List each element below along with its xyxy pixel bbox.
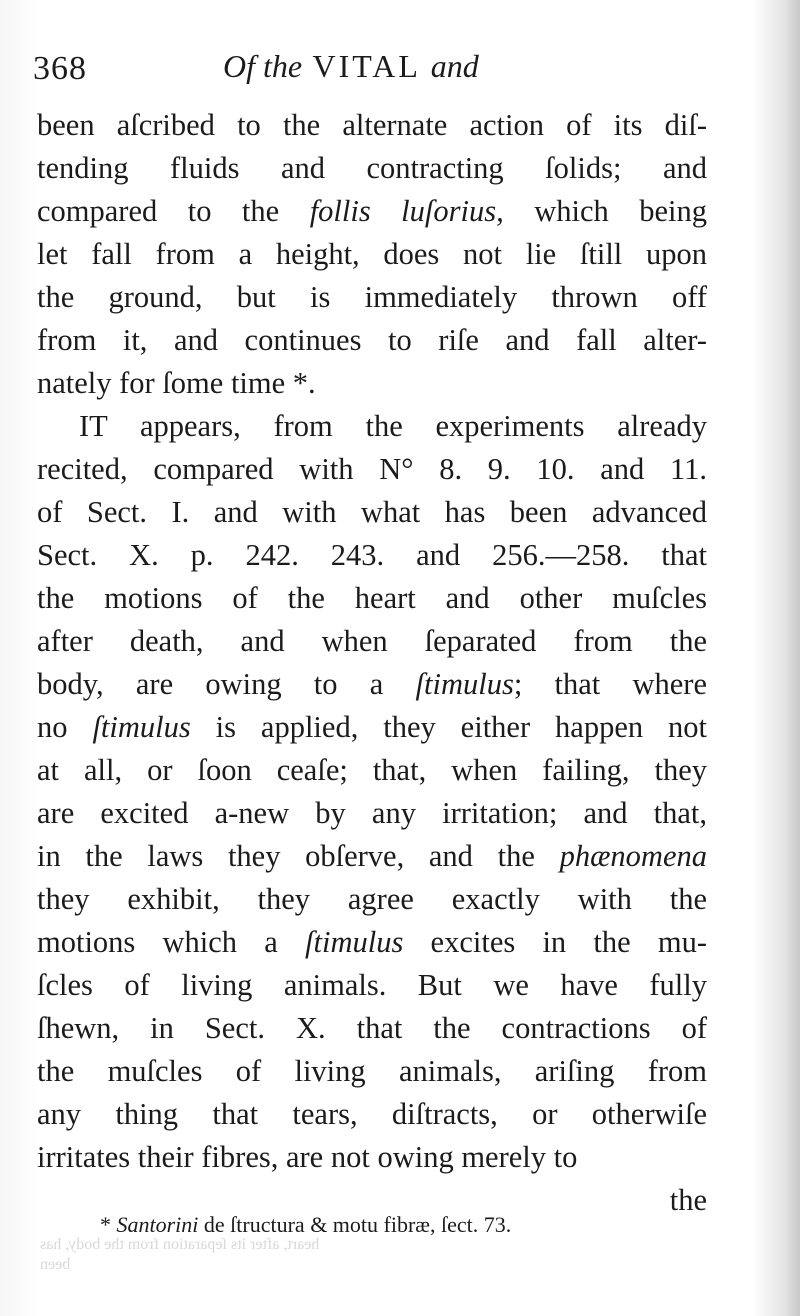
text-span: at all, or ſoon ceaſe; that, when failing, they bbox=[37, 753, 707, 787]
text-line bbox=[37, 233, 707, 276]
italic-text: follis luſorius, bbox=[309, 194, 504, 228]
show-through-text bbox=[40, 1236, 760, 1296]
text-line bbox=[37, 706, 707, 749]
text-span: Sect. X. p. 242. 243. and 256.—258. that bbox=[37, 538, 707, 572]
text-span: nately for ſome time *. bbox=[37, 366, 316, 400]
text-span: the ground, but is immediately thrown off bbox=[37, 280, 707, 314]
text-span: motions which a bbox=[37, 925, 306, 959]
page-header bbox=[33, 40, 733, 100]
text-span: IT appears, from the experiments already bbox=[79, 409, 707, 443]
text-line bbox=[37, 448, 707, 491]
text-line bbox=[37, 921, 707, 964]
italic-text: ſtimulus bbox=[415, 667, 514, 701]
text-line bbox=[37, 577, 707, 620]
running-title-caps: VITAL bbox=[312, 48, 420, 84]
italic-text: ſtimulus bbox=[305, 925, 404, 959]
text-line bbox=[37, 964, 707, 1007]
running-title-italic-1: Of the bbox=[223, 48, 303, 84]
text-line bbox=[37, 1050, 707, 1093]
text-span: let fall from a height, does not lie ſtill upon bbox=[37, 237, 707, 271]
text-line bbox=[37, 749, 707, 792]
text-line bbox=[37, 1007, 707, 1050]
text-line bbox=[37, 1136, 707, 1179]
text-line bbox=[37, 878, 707, 921]
show-through-line: been bbox=[40, 1256, 71, 1273]
text-span: no bbox=[37, 710, 93, 744]
text-span: is applied, they either happen not bbox=[190, 710, 708, 744]
text-line bbox=[37, 534, 707, 577]
text-span: excites in the mu- bbox=[403, 925, 707, 959]
text-span: any thing that tears, diſtracts, or otherwiſe bbox=[37, 1097, 707, 1131]
text-line bbox=[37, 491, 707, 534]
text-span: the bbox=[669, 1183, 707, 1217]
text-span: recited, compared with N° 8. 9. 10. and 11. bbox=[37, 452, 707, 486]
text-span: ; that where bbox=[513, 667, 708, 701]
text-line bbox=[37, 190, 707, 233]
text-span: are excited a-new by any irritation; and that, bbox=[37, 796, 707, 830]
footnote-text: de ſtructura & motu fibræ, ſect. 73. bbox=[198, 1212, 512, 1237]
text-line bbox=[37, 276, 707, 319]
text-span: the motions of the heart and other muſcles bbox=[37, 581, 707, 615]
text-span: after death, and when ſeparated from the bbox=[37, 624, 707, 658]
text-line bbox=[37, 620, 707, 663]
footnote-author: Santorini bbox=[116, 1212, 199, 1237]
running-title-italic-2: and bbox=[430, 48, 479, 84]
show-through-line: heart, after its ſeparation from the body, has bbox=[40, 1236, 320, 1253]
text-span: the muſcles of living animals, ariſing from bbox=[37, 1054, 707, 1088]
text-span: been aſcribed to the alternate action of its diſ- bbox=[37, 108, 707, 142]
text-span: ſhewn, in Sect. X. that the contractions of bbox=[37, 1011, 707, 1045]
footnote-marker: * bbox=[100, 1212, 111, 1237]
text-line bbox=[37, 104, 707, 147]
italic-text: ſtimulus bbox=[92, 710, 191, 744]
text-span: irritates their fibres, are not owing merely to bbox=[37, 1140, 578, 1174]
text-line bbox=[37, 319, 707, 362]
text-line bbox=[37, 362, 707, 405]
text-line bbox=[37, 147, 707, 190]
text-span: ſcles of living animals. But we have fully bbox=[37, 968, 707, 1002]
text-line bbox=[37, 405, 707, 448]
text-line bbox=[37, 792, 707, 835]
page-number: 368 bbox=[33, 50, 87, 87]
text-line bbox=[37, 663, 707, 706]
italic-text: phænomena bbox=[559, 839, 707, 873]
text-span: compared to the bbox=[37, 194, 310, 228]
text-span: of Sect. I. and with what has been advanced bbox=[37, 495, 707, 529]
body-text bbox=[37, 104, 707, 1222]
text-span: they exhibit, they agree exactly with the bbox=[37, 882, 707, 916]
text-line bbox=[37, 835, 707, 878]
text-span: from it, and continues to riſe and fall alter- bbox=[37, 323, 707, 357]
running-title bbox=[223, 48, 479, 85]
text-span: in the laws they obſerve, and the bbox=[37, 839, 560, 873]
text-span: body, are owing to a bbox=[37, 667, 416, 701]
text-span: tending fluids and contracting ſolids; and bbox=[37, 151, 707, 185]
text-line bbox=[37, 1093, 707, 1136]
text-span: which being bbox=[503, 194, 707, 228]
